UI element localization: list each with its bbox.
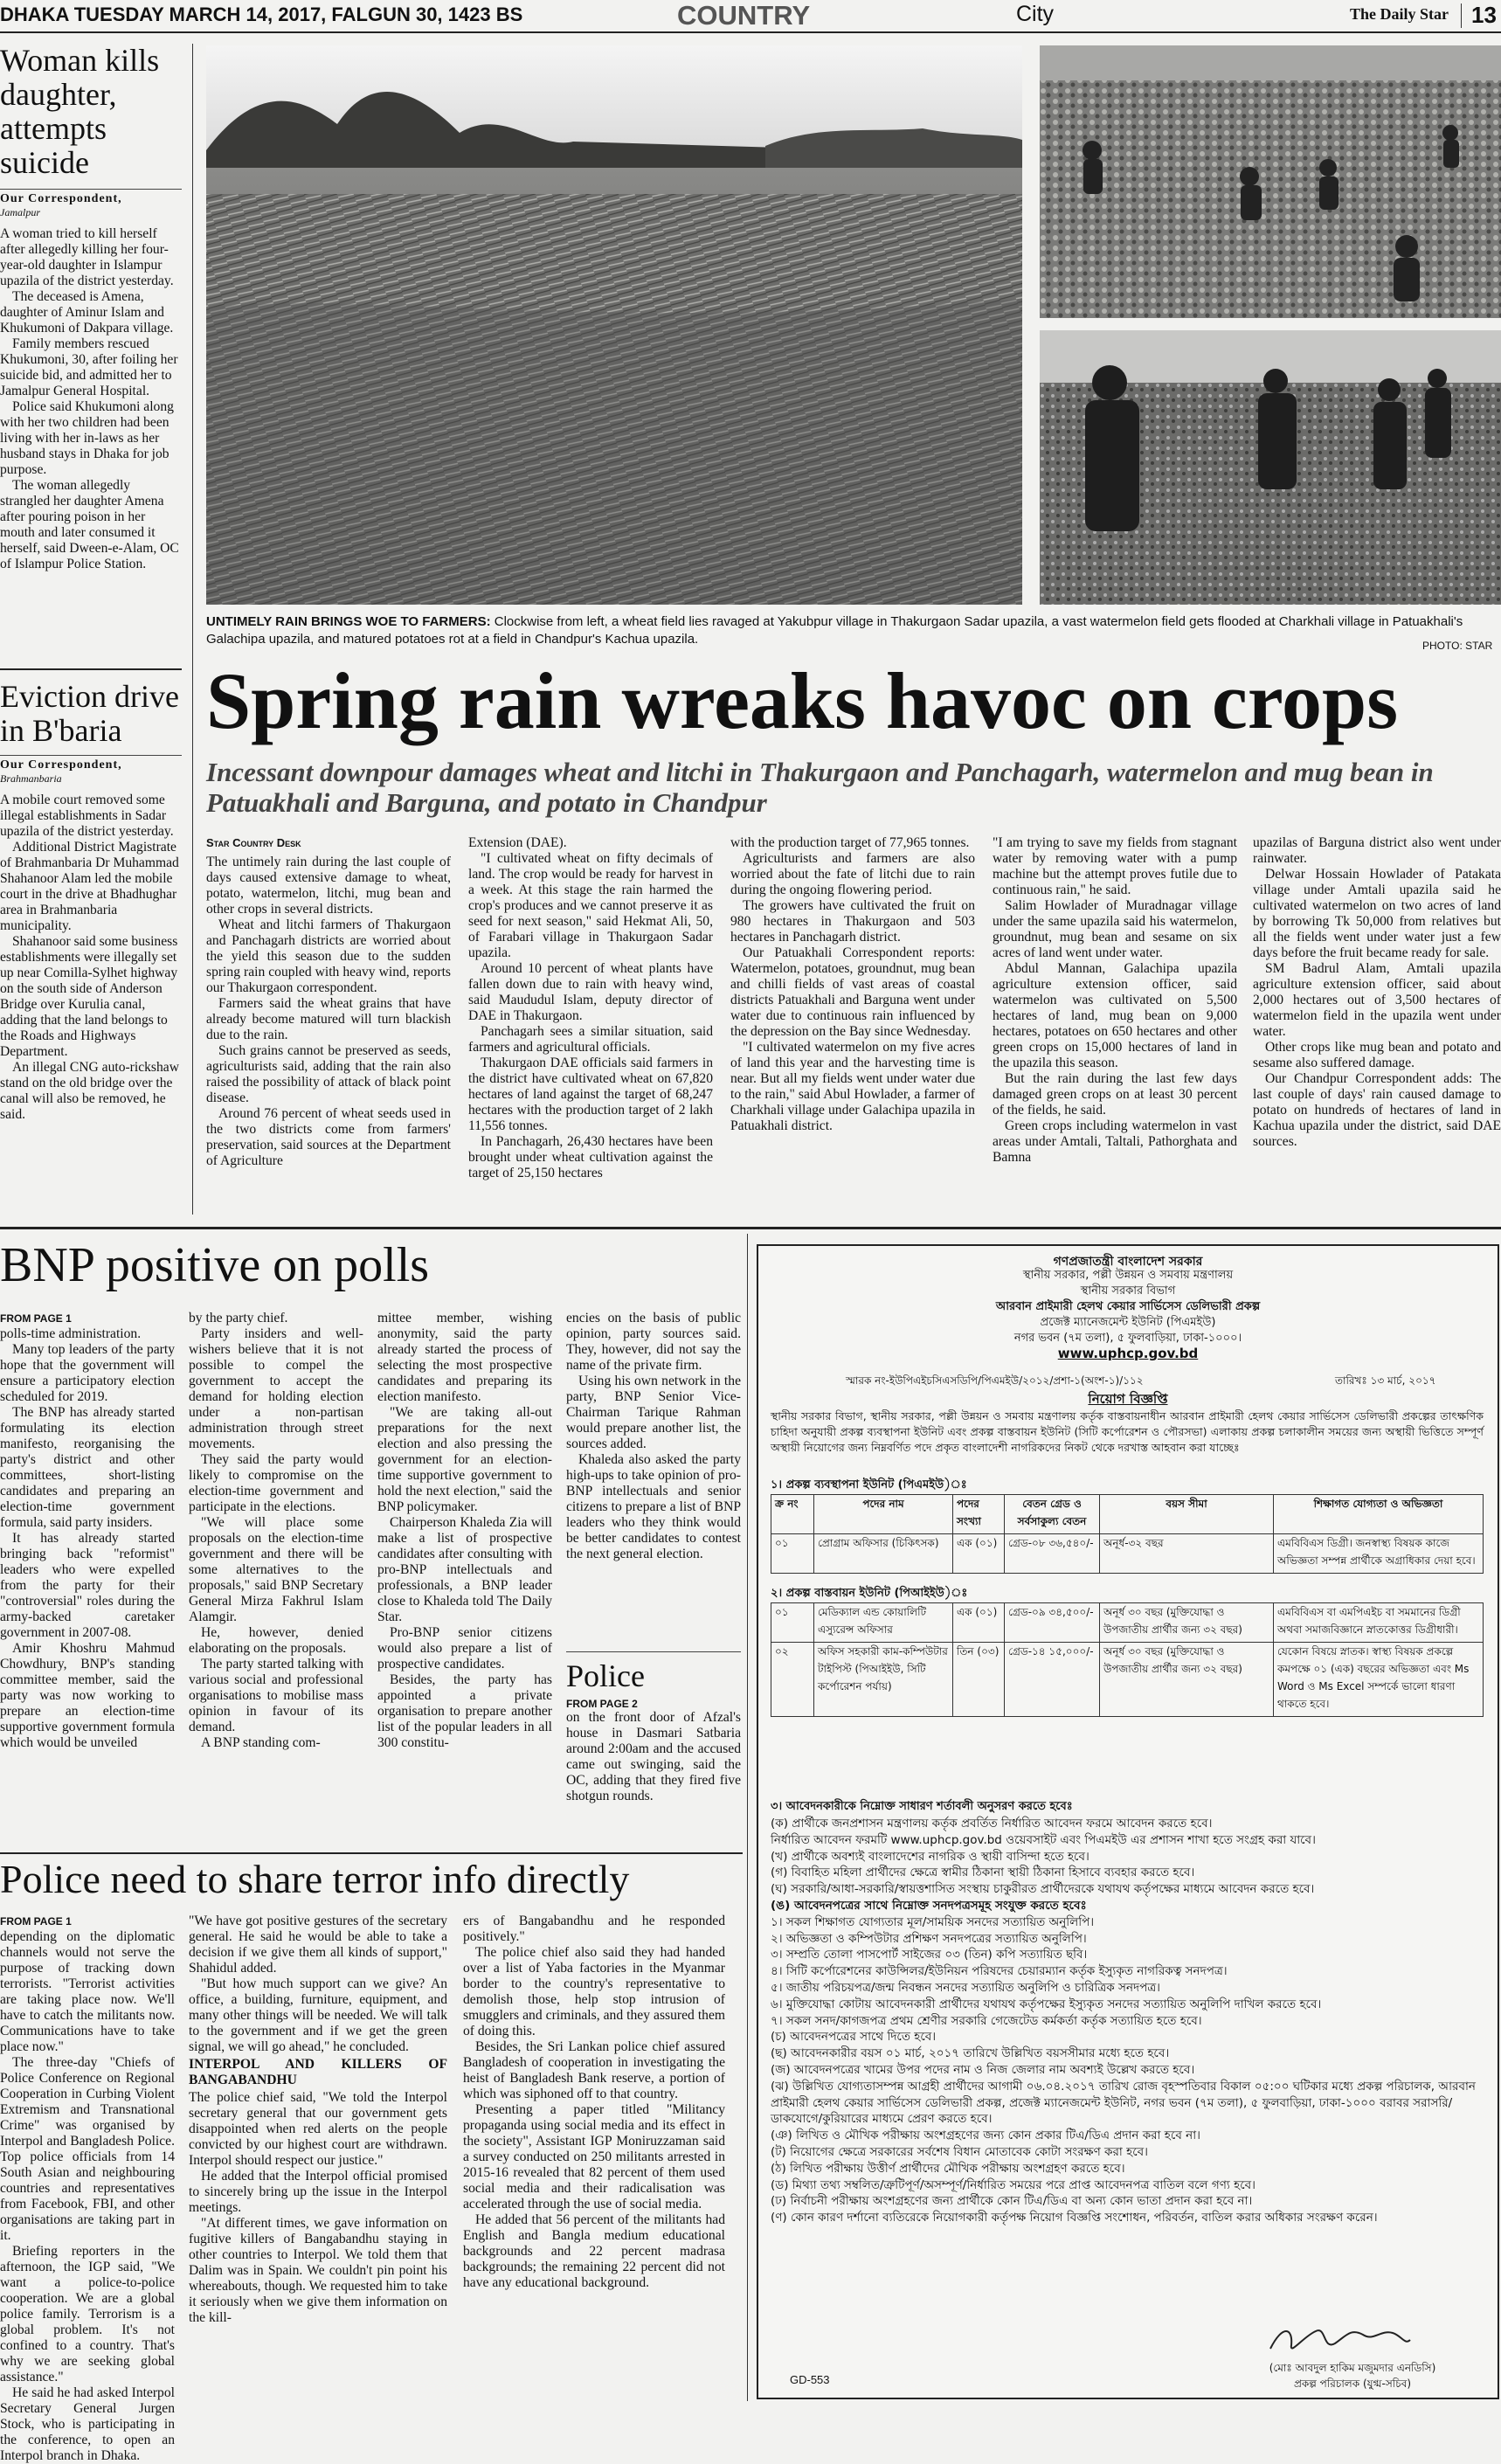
ad-code: GD-553 (790, 2373, 830, 2386)
paragraph: Chairperson Khaleda Zia will make a list of prospective candidates after consulting with pro-BNP intellectuals and professionals, a BNP leader close to Khaleda told The Daily Star. (377, 1515, 552, 1624)
table-cell: অনূর্ধ ৩০ বছর (মুক্তিযোদ্ধা ও উপজাতীয় প্রার্থীর জন্য ৩২ বছর) (1100, 1603, 1274, 1643)
paragraph: Such grains cannot be preserved as seeds, agriculturists said, adding that the rain also raised the possibility of attack of black point disease. (206, 1043, 451, 1105)
list-item: (ট) নিয়োগের ক্ষেত্রে সরকারের সর্বশেষ বিধান মোতাবেক কোটা সংরক্ষণ করা হবে। (771, 2144, 1148, 2159)
ad-section-1: ১। প্রকল্প ব্যবস্থাপনা ইউনিট (পিএমইউ)ঃ (771, 1478, 967, 1492)
terror-col-1 (0, 1914, 175, 2464)
table-cell: গ্রেড-১৪ ১৫,০০০/- (1005, 1643, 1100, 1717)
list-item: (ঢ) নির্বাচনী পরীক্ষায় অংশগ্রহণের জন্য প্রার্থীকে কোন টিএ/ডিএ বা অন্য কোন ভাতা প্রদান করা হবে না। (771, 2194, 1253, 2209)
paragraph: "We will place some proposals on the election-time government and there will be some alternatives to the proposals," said BNP Secretary General Mirza Fakhrul Islam Alamgir. (189, 1515, 363, 1624)
ad-title: নিয়োগ বিজ্ঞপ্তি (1088, 1391, 1168, 1407)
paragraph: "We have got positive gestures of the secretary general. He said he would be able to take a decision if we give them all kinds of support," Shahidul added. (189, 1914, 447, 1976)
paragraph: A woman tried to kill herself after allegedly killing her four-year-old daughter in Islampur upazila of the district yesterday. (0, 226, 174, 288)
paragraph: A BNP standing com- (201, 1735, 321, 1750)
paragraph: Shahanoor said some business establishments were illegally set up near Comilla-Sylhet highway on the south side of Anderson Bridge over Kurulia canal, adding that the land belongs to the Roads and Highways Department. (0, 934, 178, 1059)
paragraph: The BNP has already started formulating its election manifesto, reorganising the party's district and other committees, short-listing candidates and preparing an election-time government formula, said party insiders. (0, 1405, 175, 1530)
page-number: 13 (1471, 2, 1497, 28)
table-cell: গ্রেড-০৯ ৩৪,৫০০/- (1005, 1603, 1100, 1643)
table-cell: গ্রেড-০৮ ৩৬,৫৪০/- (1005, 1534, 1100, 1574)
ad-section-2: ২। প্রকল্প বাস্তবায়ন ইউনিট (পিআইইউ)ঃ (771, 1587, 968, 1600)
paragraph: Besides, the Sri Lankan police chief assured Bangladesh of cooperation in investigating the heist of Bangladesh Bank reserve, a portion of which was siphoned off to that country. (463, 2039, 725, 2101)
table-cell: অনূর্ধ-৩২ বছর (1100, 1534, 1274, 1574)
paragraph: Additional District Magistrate of Brahmanbaria Dr Muhammad Shahanoor Alam led the mobile court in the drive at Bhadhughar area in Brahmanbaria municipality. (0, 840, 179, 933)
ad-table-2 (771, 1602, 1484, 1717)
ad-unit-line: প্রজেক্ট ম্যানেজমেন্ট ইউনিট (পিএমইউ) (1040, 1316, 1216, 1329)
table-cell: এমবিবিএস ডিগ্রী। জনস্বাস্থ্য বিষয়ক কাজে অভিজ্ঞতা সম্পন্ন প্রার্থীকে অগ্রাধিকার দেয়া হবে। (1274, 1534, 1484, 1574)
table-header: বয়স সীমা (1100, 1495, 1274, 1534)
paragraph: Family members rescued Khukumoni, 30, after foiling her suicide bid, and admitted her to Jamalpur General Hospital. (0, 336, 178, 398)
wheat-field-image (206, 45, 1022, 605)
paragraph: "At different times, we gave information on fugitive killers of Bangabandhu staying in other countries to Interpol. We told them that Dalim was in Spain. We couldn't pin point his whereabouts, though. We requested him to take it seriously when we give them information on the kill- (189, 2216, 447, 2325)
list-item: (ক) প্রার্থীকে জনপ্রশাসন মন্ত্রণালয় কর্তৃক প্রবর্তিত নির্ধারিত আবেদন ফরমে আবেদন করতে হবে। (771, 1817, 1213, 1831)
paragraph: A mobile court removed some illegal establishments in Sadar upazila of the district yesterday. (0, 792, 174, 839)
woman-place: Jamalpur (0, 206, 40, 218)
paragraph: They said the party would likely to compromise on the election-time government and participate in the elections. (189, 1452, 363, 1514)
table-header: পদের নাম (814, 1495, 953, 1534)
paragraph: "We are taking all-out preparations for the next election and also pressing the government for an election-time supportive government to hold the next election," said the BNP policymaker. (377, 1405, 552, 1514)
paragraph: on the front door of Afzal's house in Dasmari Satbaria around 2:00am and the accused came out swinging, said the OC, adding that they fired five shotgun rounds. (566, 1710, 741, 1803)
terror-col-2 (189, 1914, 447, 2326)
table-cell: এক (০১) (953, 1603, 1005, 1643)
eviction-headline: Eviction drive in B'baria (0, 679, 179, 748)
paragraph: "But how much support can we give? An office, a building, furniture, equipment, and many other things will be needed. We will talk to the government and if we get the green signal, we will go ahead," he concluded. (189, 1976, 447, 2054)
paragraph: Thakurgaon DAE officials said farmers in the district have cultivated wheat on 67,820 hectares of land against the target of 68,247 hectares with the production target of 2 lakh 11,556 tonnes. (468, 1056, 713, 1133)
photo-credit: PHOTO: STAR (1422, 640, 1493, 652)
bnp-col-3 (377, 1311, 552, 1751)
paragraph: SM Badrul Alam, Amtali upazila agriculture extension officer, said about 2,000 hectares out of 3,500 hectares of watermelon field in the upazila went under water. (1253, 961, 1501, 1039)
paragraph: He said he had asked Interpol Secretary General Jurgen Stock, who is participating in the conference, to open an Interpol branch in Dhaka. (0, 2385, 175, 2463)
ad-intro: স্থানীয় সরকার বিভাগ, স্থানীয় সরকার, পল্লী উন্নয়ন ও সমবায় মন্ত্রণালয় কর্তৃক বাস্তবায়নাধীন আরবান প্রাইমারী হেলথ কেয়ার সার্ভিসেস ডেলিভারী প্রকল্পের তাৎক্ষণিক চাহিদা অনুযায়ী প্রকল্প ব্যবস্থাপনা ইউনিট এবং প্রকল্প বাস্তবায়ন ইউনিট (সিটি কর্পোরেশন ও পৌরসভা) এলাকায় প্রকল্প চলাকালীন সময়ের জন্য অস্থায়ী ভিত্তিতে সম্পূর্ণ অস্থায়ী নিয়োগের জন্য নিম্নবর্ণিত পদে প্রকৃত বাংলাদেশী নাগরিকদের নিকট থেকে দরখাস্ত আহবান করা যাচ্ছেঃ (771, 1409, 1484, 1454)
table-cell: অনূর্ধ ৩০ বছর (মুক্তিযোদ্ধা ও উপজাতীয় প্রার্থীর জন্য ৩২ বছর) (1100, 1643, 1274, 1717)
from-page-label: FROM PAGE 2 (566, 1698, 638, 1710)
ad-conditions-list (771, 1816, 1484, 2226)
main-col-3 (730, 835, 975, 1134)
list-item: ৩। সম্প্রতি তোলা পাসপোর্ট সাইজের ০৩ (তিন) কপি সত্যায়িত ছবি। (771, 1948, 1088, 1962)
list-item: (ছ) আবেদনকারীর বয়স ০১ মার্চ, ২০১৭ তারিখে উল্লিখিত বয়সসীমার মধ্যে হতে হবে। (771, 2046, 1170, 2061)
list-item: (ঝ) উল্লিখিত যোগ্যতাসম্পন্ন আগ্রহী প্রার্থীদের আগামী ০৬.০৪.২০১৭ তারিখ রোজ বৃহস্পতিবার বিকাল ০৫:০০ ঘটিকার মধ্যে প্রকল্প পরিচালক, আরবান প্রাইমারী হেলথ কেয়ার সার্ভিসেস ডেলিভারী প্রকল্প, প্রজেক্ট ম্যানেজমেন্ট ইউনিট, নগর ভবন (৭ম তলা), ৫ ফুলবাড়িয়া, ঢাকা-১০০০ বরাবর সরাসরি/ডাকযোগে/কুরিয়ারের মাধ্যমে প্রেরণ করতে হবে। (771, 2079, 1476, 2127)
table-cell: অফিস সহকারী কাম-কম্পিউটার টাইপিস্ট (পিআইইউ, সিটি কর্পোরেশন পর্যায়) (814, 1643, 953, 1717)
bnp-story (0, 1239, 734, 1291)
paragraph: Farmers said the wheat grains that have already become matured will turn blackish due to the rain. (206, 996, 451, 1042)
woman-headline: Woman kills daughter, attempts suicide (0, 43, 160, 180)
paragraph: Many top leaders of the party hope that the government will ensure a participatory election scheduled for 2019. (0, 1342, 175, 1404)
table-row (771, 1534, 1484, 1574)
table-header-row (771, 1495, 1484, 1534)
paragraph: An illegal CNG auto-rickshaw stand on the old bridge over the canal will also be removed, he said. (0, 1060, 179, 1122)
main-deck: Incessant downpour damages wheat and litchi in Thakurgaon and Panchagarh, watermelon and mug bean in Patuakhali and Barguna, and potato in Chandpur (206, 757, 1434, 818)
paragraph: Pro-BNP senior citizens would also prepare a list of prospective candidates. (377, 1625, 552, 1672)
divider (0, 755, 182, 756)
page-header (0, 0, 1501, 33)
paragraph: Extension (DAE). (468, 835, 567, 850)
table-header: ক্র নং (771, 1495, 814, 1534)
main-col-2 (468, 835, 713, 1181)
ad-govt-line: গণপ্রজাতন্ত্রী বাংলাদেশ সরকার (1053, 1255, 1203, 1269)
table-cell: ০১ (771, 1603, 814, 1643)
paragraph: The police chief said, "We told the Interpol secretary general that our government gets disappointed when red alerts on the people convicted by our highest court are withdrawn. Interpol should respect our justice." (189, 2090, 447, 2168)
from-page-label: FROM PAGE 1 (0, 1312, 72, 1325)
terror-headline: Police need to share terror info directly (0, 1857, 630, 1901)
paragraph: by the party chief. (189, 1311, 288, 1325)
list-item: (ঙ) আবেদনপত্রের সাথে নিম্নোক্ত সনদপত্রসমূহ সংযুক্ত করতে হবেঃ (771, 1898, 1087, 1913)
paragraph: He added that 56 percent of the militants had English and Bangla medium educational backgrounds and 22 percent madrasa backgrounds; the remaining 22 percent did not have any educational background. (463, 2212, 725, 2290)
paragraph: Briefing reporters in the afternoon, the IGP said, "We want a police-to-police cooperation. We are a global police family. Terrorism is a global problem. It's not confined to a country. That's why we are seeking global assistance." (0, 2244, 175, 2384)
list-item: (ঘ) সরকারি/আধা-সরকারি/স্বায়ত্তশাসিত সংস্থায় চাকুরীরত প্রার্থীদেরকে যথাযথ কর্তৃপক্ষের মাধ্যমে আবেদন করতে হবে। (771, 1882, 1315, 1897)
paragraph: depending on the diplomatic channels would not serve the purpose of tracking down terrorists. "Terrorist activities are taking place now. We'll have to catch the militants now. Communications have to take place now." (0, 1929, 175, 2054)
terror-col-3 (463, 1914, 725, 2291)
paragraph: Police said Khukumoni along with her two children had been living with her in-laws as her husband stays in Dhaka for job purpose. (0, 399, 174, 477)
list-item: (জ) আবেদনপত্রের খামের উপর পদের নাম ও নিজ জেলার নাম অবশ্যই উল্লেখ করতে হবে। (771, 2062, 1195, 2077)
paragraph: Around 76 percent of wheat seeds used in the two districts come from farmers' preservation, said sources at the Department of Agriculture (206, 1106, 451, 1168)
table-cell: এমবিবিএস বা এমপিএইচ বা সমমানের ডিগ্রী অথবা সমাজবিজ্ঞানে স্নাতকোত্তর ডিগ্রীধারী। (1274, 1603, 1484, 1643)
list-item: ৫। জাতীয় পরিচয়পত্র/জন্ম নিবন্ধন সনদের সত্যায়িত অনুলিপি ও চারিত্রিক সনদপত্র। (771, 1980, 1161, 1995)
table-cell: যেকোন বিষয়ে স্নাতক। স্বাস্থ্য বিষয়ক প্রকল্পে কমপক্ষে ০১ (এক) বছরের অভিজ্ঞতা এবং Ms Word ও Ms Excel সম্পর্কে ভালো ধারণা থাকতে হবে। (1274, 1643, 1484, 1717)
paragraph: upazilas of Barguna district also went under rainwater. (1253, 835, 1501, 866)
paragraph: He added that the Interpol official promised to sincerely bring up the issue in the Interpol meetings. (189, 2169, 447, 2215)
paragraph: "I am trying to save my fields from stagnant water by removing water with a pump machine but the attempt proves futile due to continuous rain," he said. (993, 835, 1237, 897)
table-cell: ০১ (771, 1534, 814, 1574)
paragraph: Panchagarh sees a similar situation, said farmers and agricultural officials. (468, 1024, 713, 1055)
paragraph: It has already started bringing back "reformist" leaders who were expelled from the party for their "controversial" roles during the army-backed caretaker government in 2007-08. (0, 1531, 175, 1640)
masthead-logo: The Daily Star (1350, 5, 1449, 23)
eviction-byline: Our Correspondent, (0, 758, 122, 772)
paragraph: polls-time administration. (0, 1326, 142, 1341)
paragraph: The deceased is Amena, daughter of Aminur Islam and Khukumoni of Dakpara village. (0, 289, 174, 336)
paragraph: Our Patuakhali Correspondent reports: Watermelon, potatoes, groundnut, mug bean and chilli fields of vast areas of coastal districts Patuakhali and Barguna went under water due to continuous rain influenced by the depression on the Bay since Wednesday. (730, 945, 975, 1039)
paragraph: Presenting a paper titled "Militancy propaganda using social media and its effect in the society", Assistant IGP Moniruzzaman said a survey conducted on 250 militants arrested in 2015-16 revealed that 82 percent of them used social media and their radicalisation was accelerated through the use of social media. (463, 2102, 725, 2211)
paragraph: The police chief also said they had handed over a list of Yaba factories in the Myanmar border to the country's representative to demolish those, help stop intrusion of smugglers and criminals, and they assured them of doing this. (463, 1945, 725, 2038)
eviction-place: Brahmanbaria (0, 772, 62, 785)
list-item: (ণ) কোন কারণ দর্শানো ব্যতিরেকে নিয়োগকারী কর্তৃপক্ষ নিয়োগ বিজ্ঞপ্তি সংশোধন, পরিবর্তন, বাতিল করার অধিকার সংরক্ষণ করেন। (771, 2211, 1378, 2225)
ad-conditions-title: ৩। আবেদনকারীকে নিম্নোক্ত সাধারণ শর্তাবলী অনুসরণ করতে হবেঃ (771, 1800, 1073, 1813)
divider (0, 189, 182, 190)
list-item: ৪। সিটি কর্পোরেশনের কাউন্সিলর/ইউনিয়ন পরিষদের চেয়ারম্যান কর্তৃক ইস্যুকৃত নাগরিকত্ব সনদপত্র। (771, 1964, 1228, 1979)
header-divider (1461, 3, 1462, 28)
ad-division-line: স্থানীয় সরকার বিভাগ (1080, 1284, 1176, 1298)
main-headline: Spring rain wreaks havoc on crops (206, 656, 1399, 745)
recruitment-ad (757, 1244, 1499, 2399)
list-item: (চ) আবেদনপত্রের সাথে দিতে হবে। (771, 2030, 937, 2045)
bnp-col-4 (566, 1311, 741, 1562)
paragraph: mittee member, wishing anonymity, said the party already started the process of selecting the most prospective candidates and preparing its election manifesto. (377, 1311, 552, 1404)
wheat-field-photo (206, 45, 1022, 605)
list-item: (ঞ) লিখিত ও মৌখিক পরীক্ষায় অংশগ্রহণের জন্য কোন প্রকার টিএ/ডিএ প্রদান করা হবে না। (771, 2128, 1200, 2143)
table-cell: তিন (০৩) (953, 1643, 1005, 1717)
ad-table-1 (771, 1494, 1484, 1574)
table-cell: মেডিক্যাল এন্ড কোয়ালিটি এস্যুরেন্স অফিসার (814, 1603, 953, 1643)
main-col-4 (993, 835, 1237, 1166)
table-header: পদের সংখ্যা (953, 1495, 1005, 1534)
table-row (771, 1643, 1484, 1717)
bnp-col-2 (189, 1311, 363, 1751)
paragraph: Around 10 percent of wheat plants have fallen down due to rain with heavy wind, said Maududul Islam, deputy director of DAE in Thakurgaon. (468, 961, 713, 1023)
paragraph: encies on the basis of public opinion, party sources said. They, however, did not say the name of the private firm. (566, 1311, 741, 1373)
ad-signatory-title: প্রকল্প পরিচালক (যুগ্ম-সচিব) (1293, 2377, 1412, 2390)
potato-field-photo (1040, 330, 1501, 605)
ad-date: তারিখঃ ১৩ মার্চ, ২০১৭ (1335, 1374, 1436, 1387)
list-item: (গ) বিবাহিত মহিলা প্রার্থীদের ক্ষেত্রে স্বামীর ঠিকানা স্থায়ী ঠিকানা হিসাবে ব্যবহার করতে হবে। (771, 1865, 1195, 1880)
table-header: শিক্ষাগত যোগ্যতা ও অভিজ্ঞতা (1274, 1495, 1484, 1534)
from-page-label: FROM PAGE 1 (0, 1915, 72, 1928)
table-header: বেতন গ্রেড ও সর্বসাকুল্য বেতন (1005, 1495, 1100, 1534)
paragraph: Using his own network in the party, BNP Senior Vice-Chairman Tarique Rahman would prepare another list, the sources added. (566, 1374, 741, 1451)
table-cell: ০২ (771, 1643, 814, 1717)
paragraph: But the rain during the last few days damaged green crops on at least 30 percent of the fields, he said. (993, 1071, 1237, 1118)
column-rule (192, 44, 193, 1215)
main-col-5 (1253, 835, 1501, 1150)
ad-memo: স্মারক নং-ইউপিএইচসিএসডিপি/পিএমইউ/২০১২/প্রশা-১(অংশ-১)/১১২ (846, 1374, 1144, 1387)
list-item: ২। অভিজ্ঞতা ও কম্পিউটার প্রশিক্ষণ সনদপত্রের সত্যায়িত অনুলিপি। (771, 1931, 1087, 1946)
potato-field-image (1040, 330, 1501, 605)
ad-project-line: আরবান প্রাইমারী হেলথ কেয়ার সার্ভিসেস ডেলিভারী প্রকল্প (995, 1300, 1261, 1313)
woman-story (0, 44, 182, 572)
paragraph: Amir Khoshru Mahmud Chowdhury, BNP's standing committee member, said the party was now working to prepare an election-time supportive government formula which would be unveiled (0, 1641, 175, 1750)
paragraph: In Panchagarh, 26,430 hectares have been brought under wheat cultivation against the target of 25,150 hectares (468, 1134, 713, 1180)
signature-image (1265, 2319, 1414, 2359)
photo-caption (206, 613, 1501, 648)
caption-lead: UNTIMELY RAIN BRINGS WOE TO FARMERS: (206, 614, 491, 629)
dateline: DHAKA TUESDAY MARCH 14, 2017, FALGUN 30, 1423 BS (0, 3, 523, 25)
paragraph: Salim Howlader of Muradnagar village under the same upazila said his watermelon, groundnut, mug bean and sesame on six acres of land went under water. (993, 898, 1237, 960)
paragraph: ers of Bangabandhu and he responded positively." (463, 1914, 725, 1944)
paragraph: Wheat and litchi farmers of Thakurgaon and Panchagarh districts are worried about the yield this season due to the sudden spring rain coupled with heavy wind, reports our Thakurgaon correspondent. (206, 917, 451, 995)
paragraph: Agriculturists and farmers are also worried about the fate of litchi due to rain during the ongoing flowering period. (730, 851, 975, 897)
ad-ministry-line: স্থানীয় সরকার, পল্লী উন্নয়ন ও সমবায় মন্ত্রণালয় (1022, 1269, 1234, 1282)
list-item: ৬। মুক্তিযোদ্ধা কোটায় আবেদনকারী প্রার্থীদের যথাযথ কর্তৃপক্ষের ইস্যুকৃত সনদের সত্যায়িত অনুলিপি দাখিল করতে হবে। (771, 1997, 1322, 2011)
watermelon-field-image (1040, 45, 1501, 318)
paragraph: He, however, denied elaborating on the proposals. (189, 1625, 363, 1656)
paragraph: "I cultivated watermelon on my five acres of land this year and the harvesting time is near. But all my fields went under water due to the rain," said Abul Howlader, a farmer of Charkhali village under Galachipa upazila in Patuakhali district. (730, 1040, 975, 1133)
divider (566, 1651, 741, 1652)
main-col-1 (206, 835, 451, 1169)
table-cell: প্রোগ্রাম অফিসার (চিকিৎসক) (814, 1534, 953, 1574)
paragraph: Abdul Mannan, Galachipa upazila agriculture extension officer, said watermelon was cultivated on 5,500 hectares of land, mug bean on 9,000 hectares, potatoes on 650 hectares and other green crops on 15,000 hectares of land in the upazila this season. (993, 961, 1237, 1070)
police-brief (566, 1651, 741, 1804)
section-divider (0, 1852, 743, 1854)
ad-address-line: নগর ভবন (৭ম তলা), ৫ ফুলবাড়িয়া, ঢাকা-১০০০। (1013, 1332, 1242, 1345)
list-item: (খ) প্রার্থীকে অবশ্যই বাংলাদেশের নাগরিক ও স্থায়ী বাসিন্দা হতে হবে। (771, 1849, 1089, 1864)
paragraph: The party started talking with various social and professional organisations to mobilise mass opinion in favour of its demand. (189, 1657, 363, 1734)
paragraph: The three-day "Chiefs of Police Conference on Regional Cooperation in Curbing Violent Extremism and Transnational Crime" was organised by Interpol and Bangladesh Police. Top police officials from 14 South Asian and neighbouring countries and representatives from Facebook, FBI, and other organisations are taking part in it. (0, 2055, 175, 2243)
table-cell: এক (০১) (953, 1534, 1005, 1574)
list-item: ৭। সকল সনদ/কাগজপত্র প্রথম শ্রেণীর সরকারি গেজেটেড কর্মকর্তা কর্তৃক সত্যায়িত হতে হবে। (771, 2013, 1202, 2028)
woman-body (0, 226, 182, 572)
paragraph: Delwar Hossain Howlader of Patakata village under Amtali upazila said he cultivated watermelon on two acres of land by borrowing Tk 50,000 from relatives but all the fields went under water just a few days before the fruit became ready for sale. (1253, 867, 1501, 960)
paragraph: Khaleda also asked the party high-ups to take opinion of pro-BNP intellectuals and senior citizens to prepare a list of BNP leaders who they think would be better candidates to contest the next general election. (566, 1452, 741, 1561)
paragraph: Besides, the party has appointed a private organisation to prepare another list of the popular leaders in all 300 constitu- (377, 1672, 552, 1750)
ad-website-link[interactable]: www.uphcp.gov.bd (1057, 1346, 1199, 1361)
paragraph: The untimely rain during the last couple of days caused extensive damage to wheat, potato, watermelon, litchi, mug bean and other crops in several districts. (206, 855, 451, 917)
section-name: COUNTRY (677, 0, 811, 31)
woman-byline: Our Correspondent, (0, 192, 122, 205)
paragraph: Green crops including watermelon in vast areas under Amtali, Taltali, Pathorghata and Bamna (993, 1118, 1237, 1165)
terror-subhead: INTERPOL AND KILLERS OF BANGABANDHU (189, 2057, 447, 2087)
paragraph: "I cultivated wheat on fifty decimals of land. The crop would be ready for harvest in a week. At this stage the rain harmed the crop's produces and we cannot preserve it as seed for next season," said Hekmat Ali, 50, of Farabari village in Thakurgaon Sadar upazila. (468, 851, 713, 960)
ad-signatory: (মোঃ আবদুল হাকিম মজুমদার এনডিসি) (1269, 2362, 1436, 2374)
subsection-name: City (1016, 2, 1055, 26)
divider (0, 668, 182, 670)
paragraph: Our Chandpur Correspondent adds: The last couple of days' rain caused damage to potato on hundreds of hectares of land in Kachua upazila under the district, said DAE sources. (1253, 1071, 1501, 1149)
paragraph: Party insiders and well-wishers believe that it is not possible to compel the government to accept the demand for holding election under a non-partisan administration through street movements. (189, 1326, 363, 1451)
paragraph: with the production target of 77,965 tonnes. (730, 835, 970, 850)
column-rule (747, 1234, 748, 2401)
police-body (566, 1710, 741, 1804)
eviction-body (0, 792, 182, 1123)
police-headline: Police (566, 1658, 645, 1693)
paragraph: Other crops like mug bean and potato and sesame also suffered damage. (1253, 1040, 1501, 1070)
list-item: ১। সকল শিক্ষাগত যোগ্যতার মূল/সাময়িক সনদের সত্যায়িত অনুলিপি। (771, 1914, 1095, 1929)
list-item: (ঠ) লিখিত পরীক্ষায় উত্তীর্ণ প্রার্থীদের মৌখিক পরীক্ষায় অংশগ্রহণ করতে হবে। (771, 2161, 1125, 2176)
paragraph: The growers have cultivated the fruit on 980 hectares in Thakurgaon and 503 hectares in Panchagarh district. (730, 898, 975, 945)
section-divider (0, 1227, 1501, 1229)
caption-text: Clockwise from left, a wheat field lies ravaged at Yakubpur village in Thakurgaon Sadar upazila, a vast watermelon field gets flooded at Charkhali village in Patuakhali's Galachipa upazila, and matured potatoes rot at a field in Chandpur's Kachua upazila. (206, 614, 1463, 647)
paragraph: The woman allegedly strangled her daughter Amena after pouring poison in her mouth and later consumed it herself, said Dween-e-Alam, OC of Islampur Police Station. (0, 478, 179, 571)
watermelon-field-photo (1040, 45, 1501, 318)
eviction-story (0, 680, 182, 1123)
bnp-headline: BNP positive on polls (0, 1238, 430, 1292)
bnp-col-1 (0, 1311, 175, 1751)
list-item: (ড) মিথ্যা তথ্য সম্বলিত/ত্রুটিপূর্ণ/অসম্পূর্ণ/নির্ধারিত সময়ের পরে প্রাপ্ত আবেদনপত্র বাতিল বলে গণ্য হবে। (771, 2177, 1255, 2192)
main-byline: Star Country Desk (206, 836, 301, 849)
table-row (771, 1603, 1484, 1643)
list-item: নির্ধারিত আবেদন ফরমটি www.uphcp.gov.bd ওয়েবসাইট এবং পিএমইউ এর প্রশাসন শাখা হতে সংগ্রহ করা যাবে। (771, 1832, 1316, 1847)
